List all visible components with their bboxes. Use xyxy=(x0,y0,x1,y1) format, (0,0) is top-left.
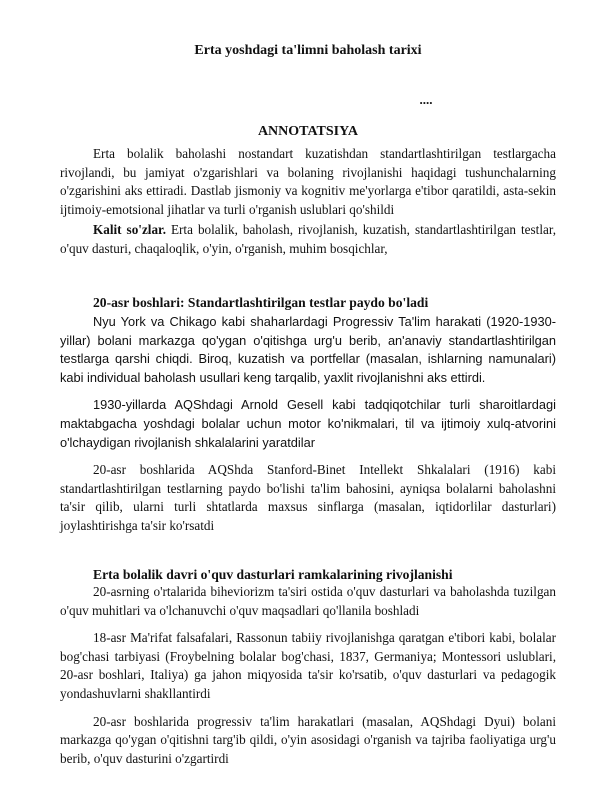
document-title: Erta yoshdagi ta'limni baholash tarixi xyxy=(194,43,422,58)
keywords-label: Kalit so'zlar. xyxy=(93,222,166,238)
section-paragraph: Nyu York va Chikago kabi shaharlardagi Progressiv Ta'lim harakati (1920-1930-yillar) bolani markazga qo'ygan o'qitishga urg'u berib, an'anaviy standartlashtirilgan testlarga qarshi chiqdi. Biroq, kuzatish va portfellar (masalan, ishlarning namunalari) kabi individual baholash usullari keng tarqalib, yaxlit rivojlanishni aks ettirdi. xyxy=(60,314,556,385)
section-paragraph: 1930-yillarda AQShdagi Arnold Gesell kabi tadqiqotchilar turli sharoitlardagi maktabgacha yoshdagi bolalar uchun motor ko'nikmalari, til va ijtimoiy xulq-atvorini o'lchaydigan rivojlanish shkalalarini yaratdilar xyxy=(60,397,556,450)
annotation-heading: ANNOTATSIYA xyxy=(257,124,359,139)
keywords-text: Erta bolalik, baholash, rivojlanish, kuzatish, standartlashtirilgan testlar, o'quv dasturi, chaqaloqlik, o'yin, o'rganish, muhim bosqichlar, xyxy=(60,222,556,256)
section-heading: 20-asr boshlari: Standartlashtirilgan testlar paydo bo'ladi xyxy=(93,295,429,310)
keywords-paragraph xyxy=(60,221,556,258)
section-2 xyxy=(60,567,556,768)
annotation-block xyxy=(60,145,556,259)
title-separator: .... xyxy=(419,92,433,107)
section-paragraph: 20-asrning o'rtalarida biheviorizm ta'siri ostida o'quv dasturlari va baholashda tuzilgan o'quv muhitlari va o'lchanuvchi o'quv maqsadlari qo'llanila boshladi xyxy=(60,584,556,618)
section-heading: Erta bolalik davri o'quv dasturlari ramkalarining rivojlanishi xyxy=(93,567,453,582)
annotation-text: Erta bolalik baholashi nostandart kuzatishdan standartlashtirilgan testlargacha rivojlandi, bu jamiyat o'zgarishlari va bolaning rivojlanishi haqidagi tushunchalarning o'zgarishini aks ettiradi. Dastlab jismoniy va kognitiv me'yorlarga e'tibor qaratildi, asta-sekin ijtimoiy-emotsional jihatlar va turli o'rganish uslublari qo'shildi xyxy=(60,146,556,217)
section-1 xyxy=(60,295,556,536)
section-paragraph: 20-asr boshlarida AQShda Stanford-Binet Intellekt Shkalalari (1916) kabi standartlashtirilgan testlarning paydo bo'lishi ta'lim bahosini, ayniqsa bolalarni baholashni ta'sir qilib, ularni turli shtatlarda maxsus sinflarga (masalan, iqtidorlilar dasturlari) joylashtirishga ta'sir ko'rsatdi xyxy=(60,462,556,533)
section-paragraph: 18-asr Ma'rifat falsafalari, Rassonun tabiiy rivojlanishga qaratgan e'tibori kabi, bolalar bog'chasi tarbiyasi (Froybelning bolalar bog'chasi, 1837, Germaniya; Montessori uslublari, 20-asr boshlari, Italiya) ga jahon miqyosida ta'sir ko'rsatib, o'quv dasturlari va pedagogik yondashuvlarni shakllantirdi xyxy=(60,630,556,701)
section-paragraph: 20-asr boshlarida progressiv ta'lim harakatlari (masalan, AQShdagi Dyui) bolani markazga qo'ygan o'qitishni targ'ib qildi, o'yin asosidagi o'rganish va tajriba faoliyatiga urg'u berib, o'quv dasturini o'zgartirdi xyxy=(60,713,556,766)
